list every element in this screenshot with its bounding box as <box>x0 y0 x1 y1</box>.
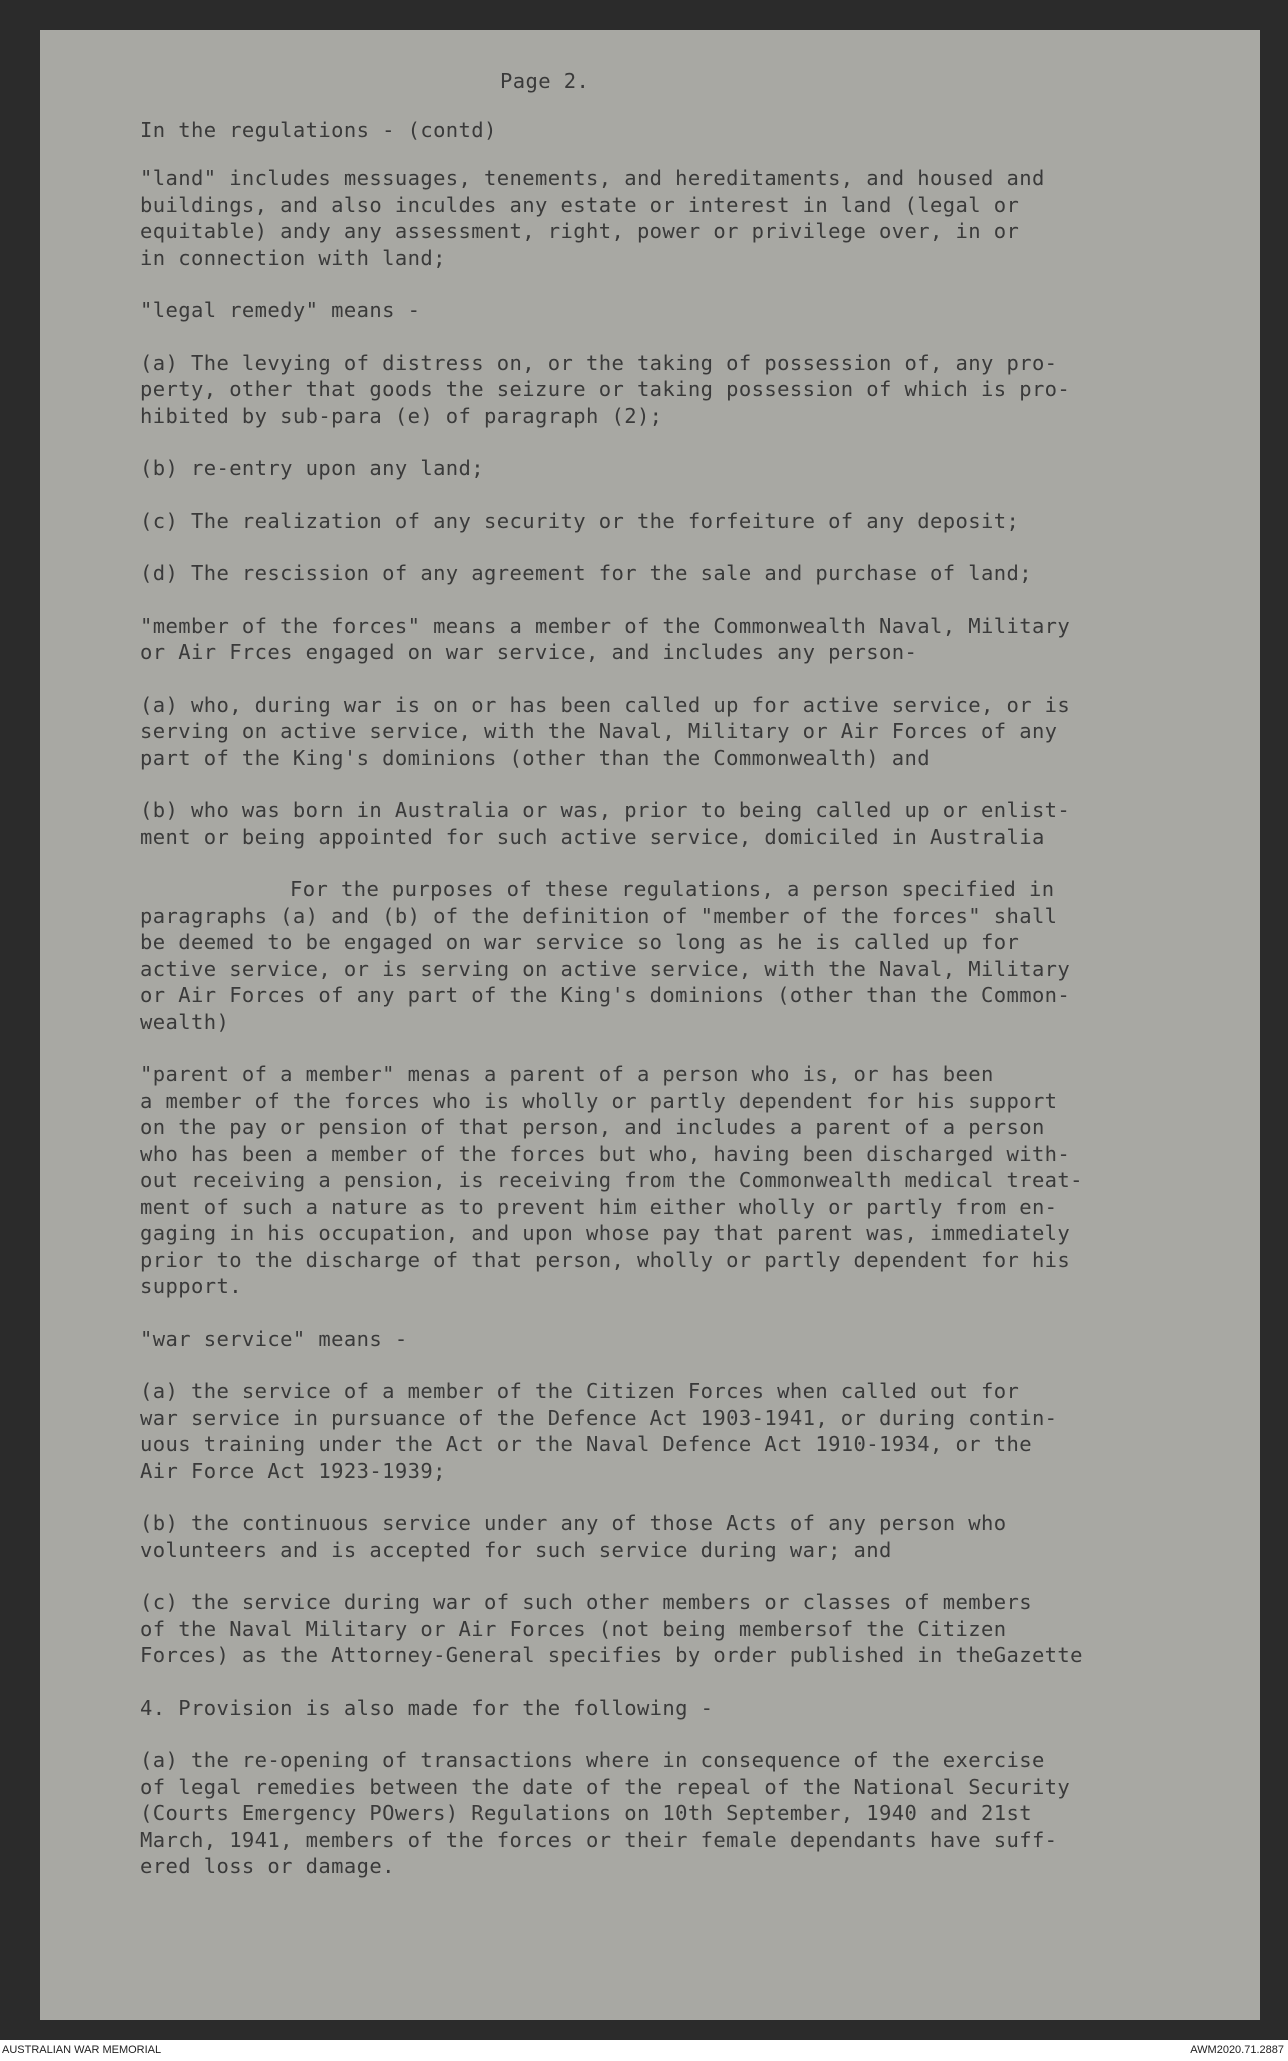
member-item-b: (b) who was born in Australia or was, prior to being called up or enlist- ment or being appointed for such active service, domiciled in Australia <box>140 798 1071 849</box>
member-item-a: (a) who, during war is on or has been called up for active service, or is serving on active service, with the Naval, Military or Air Forces of any part of the King's dominions (other than the Commonwealth) and <box>140 692 1071 770</box>
page-number: Page 2. <box>500 69 590 93</box>
document-body <box>140 68 1260 1906</box>
section-heading: In the regulations - (contd) <box>140 117 497 142</box>
definition-member-of-forces: "member of the forces" means a member of the Commonwealth Naval, Military or Air Frces engaged on war service, and includes any person- <box>140 613 1071 664</box>
legal-remedy-item-c: (c) The realization of any security or the forfeiture of any deposit; <box>140 508 1020 533</box>
war-service-item-c: (c) the service during war of such other members or classes of members of the Naval Military or Air Forces (not being membersof the Citizen Forces) as the Attorney-General specifies by order published in theGazette <box>140 1590 1083 1667</box>
purposes-paragraph: For the purposes of these regulations, a person specified in paragraphs (a) and (b) of the definition of "member of the forces" shall be deemed to be engaged on war service so long as he is called up for active service, or is serving on active service, with the Naval, Military or Air Forces of any part of the King's dominions (other than the Common- wealth) <box>140 877 1071 1034</box>
war-service-item-b: (b) the continuous service under any of those Acts of any person who volunteers and is accepted for such service during war; and <box>140 1511 1007 1562</box>
legal-remedy-item-d: (d) The rescission of any agreement for the sale and purchase of land; <box>140 561 1032 585</box>
definition-parent-of-member: "parent of a member" menas a parent of a person who is, or has been a member of the forces who is wholly or partly dependent for his support on the pay or pension of that person, and includes a parent of a person who has been a member of the forces but who, having been discharged with- out receiving a pension, is receiving from the Commonwealth medical treat- ment of such a nature as to prevent him either wholly or partly from en- gaging in his occupation, and upon whose pay that parent was, immediately prior to the discharge of that person, wholly or partly dependent for his support. <box>140 1062 1083 1298</box>
footer-source: AUSTRALIAN WAR MEMORIAL <box>2 2044 162 2056</box>
section-4-heading: 4. Provision is also made for the following - <box>140 1695 714 1720</box>
legal-remedy-item-b: (b) re-entry upon any land; <box>140 456 485 480</box>
document-page <box>40 30 1260 2020</box>
definition-war-service: "war service" means - <box>140 1326 408 1351</box>
footer-accession-number: AWM2020.71.2887 <box>1190 2044 1284 2056</box>
legal-remedy-item-a: (a) The levying of distress on, or the taking of possession of, any pro- perty, other that goods the seizure or taking possession of which is pro- hibited by sub-para (e) of paragraph (2); <box>140 350 1071 428</box>
section-4-item-a: (a) the re-opening of transactions where in consequence of the exercise of legal remedies between the date of the repeal of the National Security (Courts Emergency POwers) Regulations on 10th September, 1940 and 21st March, 1941, members of the forces or their female dependants have suff- ered loss or damage. <box>140 1748 1071 1878</box>
definition-legal-remedy: "legal remedy" means - <box>140 298 421 322</box>
definition-land: "land" includes messuages, tenements, and hereditaments, and housed and buildings, and also inculdes any estate or interest in land (legal or equitable) andy any assessment, right, power or privilege over, in or in connection with land; <box>140 166 1045 270</box>
war-service-item-a: (a) the service of a member of the Citizen Forces when called out for war service in pursuance of the Defence Act 1903-1941, or during contin- uous training under the Act or the Naval Defence Act 1910-1934, or the Air Force Act 1923-1939; <box>140 1379 1058 1483</box>
